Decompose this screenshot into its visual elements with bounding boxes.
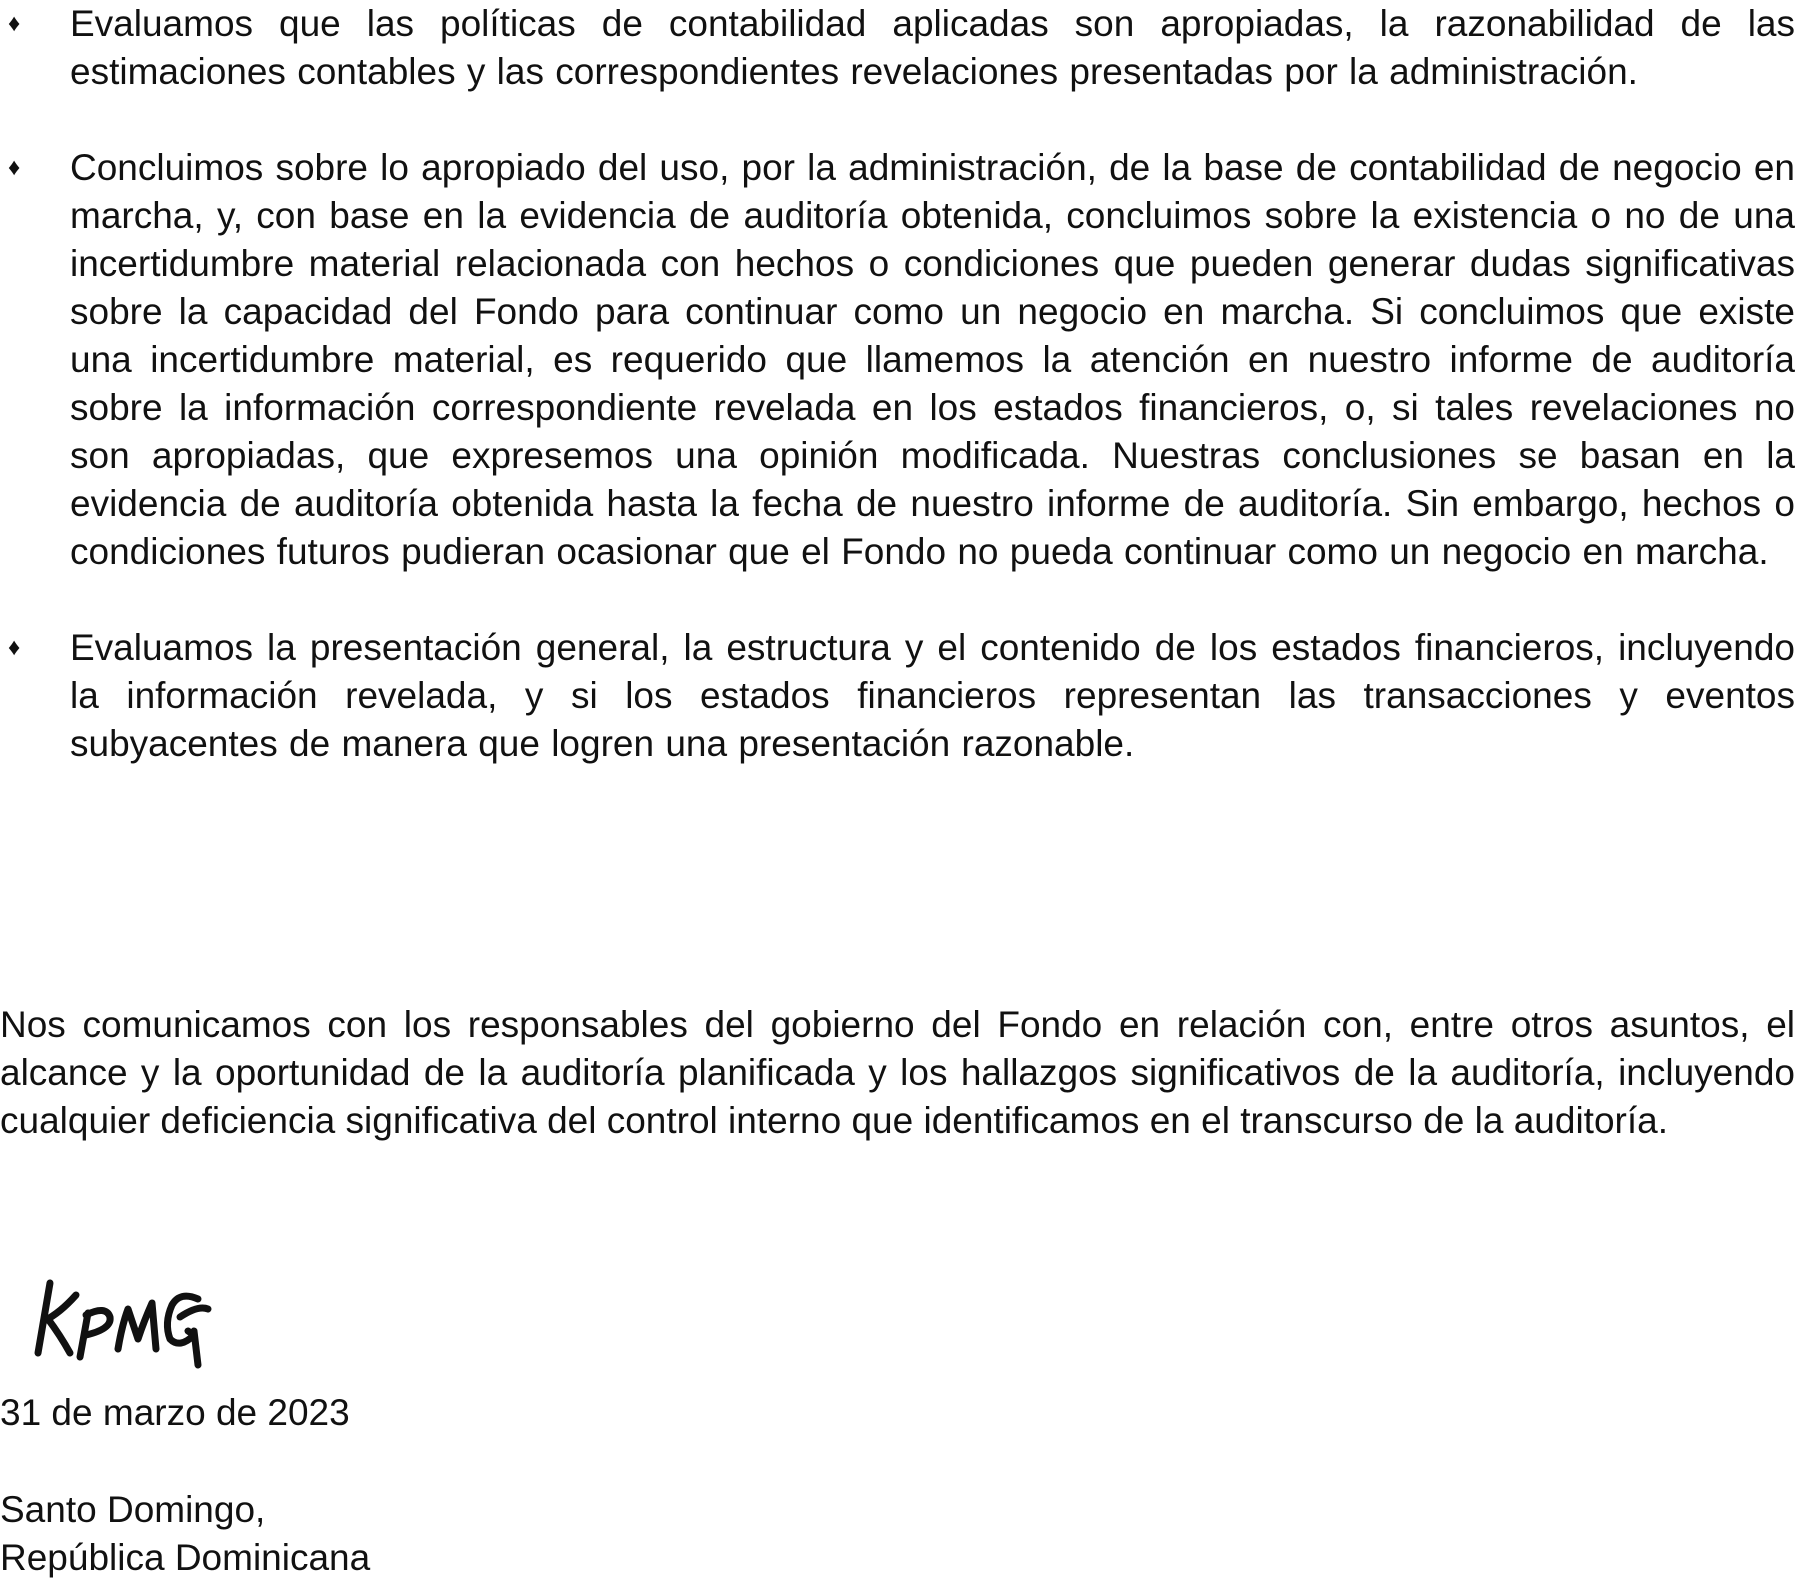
bullet-text: Concluimos sobre lo apropiado del uso, por la administración, de la base de contabilidad de negocio en marcha, y, con base en la evidencia de auditoría obtenida, concluimos sobre la existencia o no de una incertidumbre material relacionada con hechos o condiciones que pueden generar dudas significativas sobre la capacidad del Fondo para continuar como un negocio en marcha. Si concluimos que existe una incertidumbre material, es requerido que llamemos la atención en nuestro informe de auditoría sobre la información correspondiente revelada en los estados financieros, o, si tales revelaciones no son apropiadas, que expresemos una opinión modificada. Nuestras conclusiones se basan en la evidencia de auditoría obtenida hasta la fecha de nuestro informe de auditoría. Sin embargo, hechos o condiciones futuros pudieran ocasionar que el Fondo no pueda continuar como un negocio en marcha. [70, 147, 1795, 572]
bullet-item [0, 0, 1795, 96]
diamond-bullet-icon: ♦ [8, 10, 21, 37]
diamond-bullet-icon: ♦ [8, 154, 21, 181]
kpmg-signature [30, 1265, 230, 1375]
report-date: 31 de marzo de 2023 [0, 1392, 350, 1433]
report-country: República Dominicana [0, 1537, 371, 1578]
bullet-item [0, 144, 1795, 576]
report-city: Santo Domingo, [0, 1489, 266, 1530]
communication-paragraph: Nos comunicamos con los responsables del gobierno del Fondo en relación con, entre otros asuntos, el alcance y la oportunidad de la auditoría planificada y los hallazgos significativos de la auditoría, incluyendo cualquier deficiencia significativa del control interno que identificamos en el transcurso de la auditoría. [0, 1004, 1795, 1141]
diamond-bullet-icon: ♦ [8, 634, 21, 661]
bullet-text: Evaluamos que las políticas de contabilidad aplicadas son apropiadas, la razonabilidad de las estimaciones contables y las correspondientes revelaciones presentadas por la administración. [70, 3, 1795, 92]
bullet-text: Evaluamos la presentación general, la estructura y el contenido de los estados financieros, incluyendo la información revelada, y si los estados financieros representan las transacciones y eventos subyacentes de manera que logren una presentación razonable. [70, 627, 1795, 764]
bullet-item [0, 624, 1795, 768]
